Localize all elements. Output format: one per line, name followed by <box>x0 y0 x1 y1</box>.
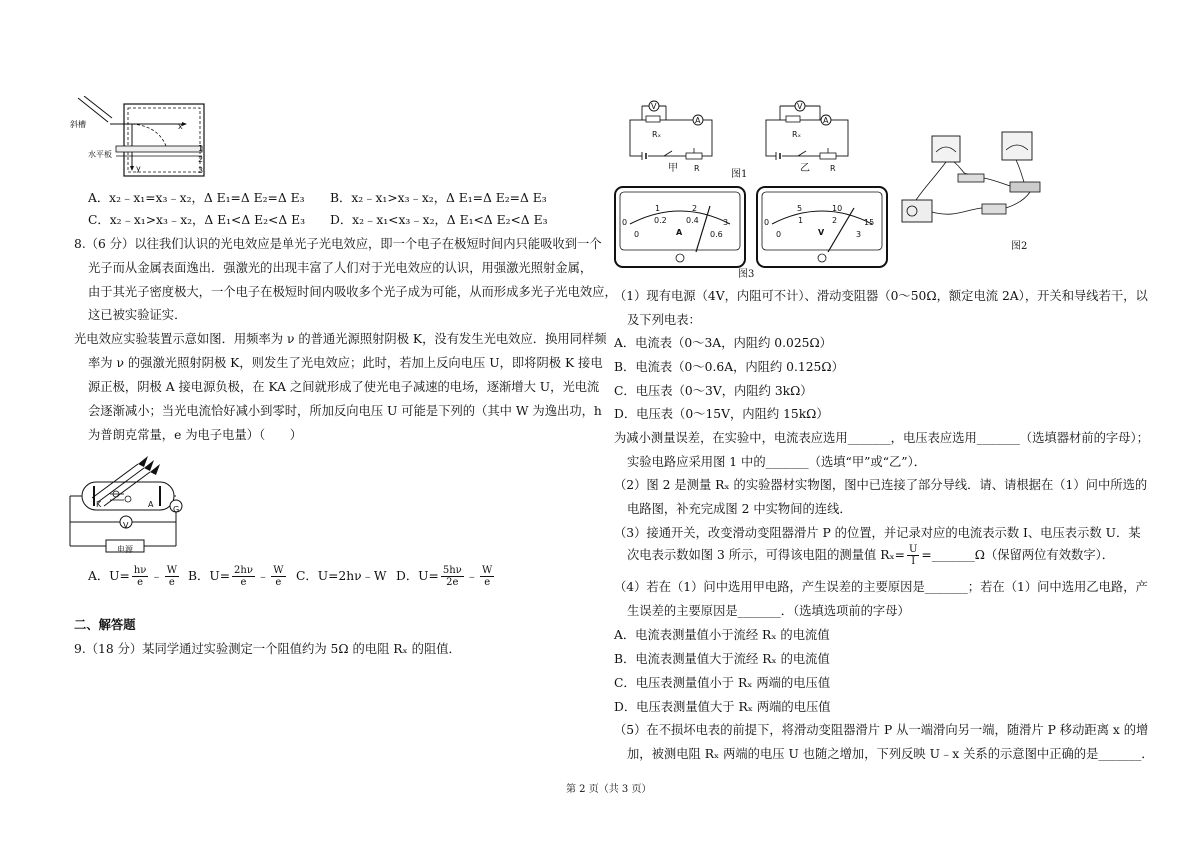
voltmeter-top-tick-3: 15 <box>864 218 875 227</box>
q7-option-c: C．x₂﹣x₁>x₃﹣x₂，Δ E₁<Δ E₂<Δ E₃ <box>88 213 306 227</box>
q8-line-7: 源正极，阴极 A 接电源负极，在 KA 之间就形成了使光电子减速的电场，逐渐增大 U，光电流 <box>88 380 600 394</box>
ammeter-top-tick-1: 1 <box>655 204 661 213</box>
axis-y-label: y <box>136 164 141 173</box>
p4-option-d: D．电压表测量值大于 Rₓ 两端的电压值 <box>614 700 831 714</box>
p5-line-2: 加，被测电阻 Rₓ 两端的电压 U 也随之增加，下列反映 U﹣x 关系的示意图中正确的是_______． <box>627 747 1154 761</box>
mark-3: 3 <box>198 166 204 175</box>
jia-a-label: A <box>695 116 701 125</box>
ammeter-bottom-tick-3: 0.6 <box>710 230 723 239</box>
q7-option-d: D．x₂﹣x₁<x₃﹣x₂，Δ E₁<Δ E₂<Δ E₃ <box>330 213 548 227</box>
q8-option-a: A．U= $\frac{h\nu}{e}$ ﹣ $\frac{W}{e}$ <box>88 565 177 588</box>
voltmeter-top-tick-0: 0 <box>764 218 770 227</box>
p4-option-a: A．电流表测量值小于流经 Rₓ 的电流值 <box>614 628 830 642</box>
p2-line-1: （2）图 2 是测量 Rₓ 的实验器材实物图，图中已连接了部分导线．请、请根据在（1）问中所选的 <box>614 478 1148 492</box>
option-a-ammeter: A．电流表（0～3A，内阻约 0.025Ω） <box>614 336 832 350</box>
cathode-label: K <box>96 500 102 509</box>
p4-option-b: B．电流表测量值大于流经 Rₓ 的电流值 <box>614 652 830 666</box>
p1-line-2: 及下列电表： <box>627 313 701 327</box>
option-b-ammeter: B．电流表（0～0.6A，内阻约 0.125Ω） <box>614 360 844 374</box>
p3-line-2: 次电表示数如图 3 所示，可得该电阻的测量值 Rₓ= $\frac{U}{I}$ =_______Ω（保留两位有效数字）． <box>627 544 1115 567</box>
q8-line-9: 为普朗克常量，e 为电子电量）（ ） <box>88 428 303 442</box>
jia-r-label: R <box>694 164 700 173</box>
jia-rx-label: Rₓ <box>652 130 662 139</box>
voltmeter-bottom-tick-0: 0 <box>776 230 782 239</box>
voltmeter-label: V <box>123 521 129 530</box>
q7-option-b: B．x₂﹣x₁>x₃﹣x₂，Δ E₁=Δ E₂=Δ E₃ <box>330 191 547 205</box>
mark-1: 1 <box>198 144 204 153</box>
figure-2-caption: 图2 <box>1011 241 1028 252</box>
q8-line-6: 率为 ν 的强激光照射阴极 K，则发生了光电效应；此时，若加上反向电压 U，即将阴极 K 接电 <box>88 356 603 370</box>
q8-option-d: D．U= $\frac{5h\nu}{2e}$ ﹣ $\frac{W}{e}$ <box>396 565 493 588</box>
page-footer: 第 2 页（共 3 页） <box>566 784 652 795</box>
plate-label: 水平板 <box>88 150 112 159</box>
figure-1-caption: 图1 <box>731 169 748 180</box>
q8-line-1: 8.（6 分）以往我们认识的光电效应是单光子光电效应，即一个电子在极短时间内只能吸收到一个 <box>74 237 602 251</box>
galvanometer-label: G <box>173 505 180 514</box>
voltmeter-bottom-tick-1: 1 <box>798 216 804 225</box>
q9-stem: 9.（18 分）某同学通过实验测定一个阻值约为 5Ω 的电阻 Rₓ 的阻值． <box>74 642 461 656</box>
power-source-label: 电源 <box>117 545 133 554</box>
anode-label: A <box>148 500 154 509</box>
yi-label: 乙 <box>800 163 810 174</box>
ammeter-bottom-tick-2: 0.4 <box>686 216 699 225</box>
yi-r-label: R <box>830 164 836 173</box>
axis-x-label: x <box>178 122 183 131</box>
p1-line-4: 实验电路应采用图 1 中的_______（选填“甲”或“乙”）． <box>627 455 927 469</box>
p2-line-2: 电路图，补充完成图 2 中实物间的连线． <box>627 502 852 516</box>
q8-option-b: B．U= $\frac{2h\nu}{e}$ ﹣ $\frac{W}{e}$ <box>188 565 284 588</box>
q8-line-8: 会逐渐减小；当光电流恰好减小到零时，所加反向电压 U 可能是下列的（其中 W 为逸出功，h <box>88 404 602 418</box>
p1-line-1: （1）现有电源（4V，内阻可不计）、滑动变阻器（0～50Ω，额定电流 2A），开关和导线若干，以 <box>614 289 1148 303</box>
figure-3-caption: 图3 <box>738 269 755 280</box>
q8-line-4: 这已被实验证实． <box>88 308 187 322</box>
p1-line-3: 为减小测量误差，在实验中，电流表应选用_______，电压表应选用_______（选填器材前的字母）； <box>614 431 1149 445</box>
ammeter-bottom-tick-1: 0.2 <box>654 216 667 225</box>
ammeter-top-tick-3: 3 <box>723 218 729 227</box>
section-heading: 二、解答题 <box>74 618 136 632</box>
ammeter-unit-label: A <box>676 228 683 237</box>
option-d-voltmeter: D．电压表（0～15V，内阻约 15kΩ） <box>614 407 829 421</box>
p4-line-1: （4）若在（1）问中选用甲电路，产生误差的主要原因是_______；若在（1）问中选用乙电路，产 <box>614 580 1148 594</box>
apparatus-figure <box>894 128 1044 238</box>
voltmeter-bottom-tick-3: 3 <box>856 230 862 239</box>
q8-line-5: 光电效应实验装置示意如图．用频率为 ν 的普通光源照射阴极 K，没有发生光电效应．换用同样频 <box>74 332 607 346</box>
yi-rx-label: Rₓ <box>792 130 802 139</box>
p4-option-c: C．电压表测量值小于 Rₓ 两端的电压值 <box>614 676 831 690</box>
q8-line-3: 由于其光子密度极大，一个电子在极短时间内吸收多个光子成为可能，从而形成多光子光电效应， <box>88 285 617 299</box>
voltmeter-top-tick-2: 10 <box>832 204 843 213</box>
p4-line-2: 生误差的主要原因是_______．（选填选项前的字母） <box>627 604 910 618</box>
p5-line-1: （5）在不损坏电表的前提下，将滑动变阻器滑片 P 从一端滑向另一端，随滑片 P 移动距离 x 的增 <box>614 723 1149 737</box>
ammeter-top-tick-2: 2 <box>692 204 698 213</box>
voltmeter-unit-label: V <box>818 228 825 237</box>
option-c-voltmeter: C．电压表（0～3V，内阻约 3kΩ） <box>614 384 813 398</box>
q7-option-a: A．x₂﹣x₁=x₃﹣x₂，Δ E₁=Δ E₂=Δ E₃ <box>88 191 305 205</box>
q8-line-2: 光子而从金属表面逸出．强激光的出现丰富了人们对于光电效应的认识，用强激光照射金属， <box>88 261 593 275</box>
jia-v-label: V <box>651 102 657 111</box>
jia-label: 甲 <box>668 163 678 174</box>
p3-line-1: （3）接通开关，改变滑动变阻器滑片 P 的位置，并记录对应的电流表示数 I、电压表示数 U．某 <box>614 526 1141 540</box>
q8-option-c: C．U=2hν﹣W <box>296 569 387 583</box>
chute-label: 斜槽 <box>70 120 86 129</box>
yi-a-label: A <box>823 116 829 125</box>
voltmeter-top-tick-1: 5 <box>797 204 803 213</box>
mark-2: 2 <box>198 155 204 164</box>
ammeter-top-tick-0: 0 <box>622 218 628 227</box>
voltmeter-bottom-tick-2: 2 <box>832 216 838 225</box>
yi-v-label: V <box>797 102 803 111</box>
ammeter-bottom-tick-0: 0 <box>634 230 640 239</box>
